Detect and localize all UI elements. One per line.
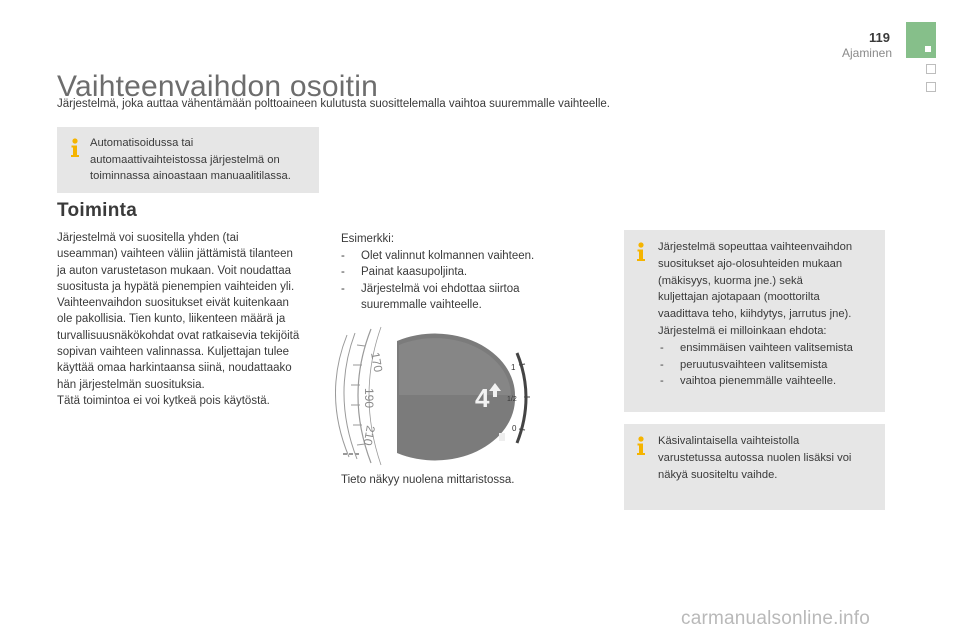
chapter-tab[interactable] <box>906 22 936 58</box>
body-line: Tätä toimintoa ei voi kytkeä pois käytöstä. <box>57 394 270 407</box>
fuel-pump-icon <box>499 433 505 441</box>
chapter-tab-dot <box>925 46 931 52</box>
fuel-label-empty: 0 <box>512 424 517 433</box>
body-line: hän järjestelmän suosituksia. <box>57 378 205 391</box>
speed-label: 190 <box>362 388 376 409</box>
example-label: Esimerkki: <box>341 233 395 245</box>
fuel-label-half: 1/2 <box>507 396 517 403</box>
example-block <box>341 231 581 314</box>
note-right-line: suositukset ajo-olosuhteiden mukaan <box>658 257 843 270</box>
body-text <box>57 230 319 409</box>
note-right-line: (mäkisyys, kuorma jne.) sekä <box>658 274 803 287</box>
intro-text: Järjestelmä, joka auttaa vähentämään polttoaineen kulutusta suosittelemalla vaihtoa suuremmalle vaihteelle. <box>57 98 610 110</box>
example-item: - Olet valinnut kolmannen vaihteen. <box>341 248 581 265</box>
note-top-line-2: automaattivaihteistossa järjestelmä on <box>90 153 280 166</box>
note-right-item: - vaihtoa pienemmälle vaihteelle. <box>658 373 879 390</box>
body-line: useamman) vaihteen väliin jättämistä tilanteen <box>57 248 293 261</box>
instrument-gauge-illustration <box>335 325 535 467</box>
body-line: sopivan vaihteen valinnassa. Kuljettajan tulee <box>57 346 290 359</box>
body-line: Vaihteenvaihdon suositukset eivät kuitenkaan <box>57 297 289 310</box>
body-line: ole pakollisia. Tien kunto, liikenteen määrä ja <box>57 313 286 326</box>
speed-label: 170 <box>368 351 386 374</box>
note-right-line: Järjestelmä ei milloinkaan ehdota: <box>658 324 827 337</box>
note-bottom-line: Käsivalintaisella vaihteistolla <box>658 435 800 447</box>
body-line: ja auton varustetason mukaan. Voit noudattaa <box>57 264 291 277</box>
example-item: - Järjestelmä voi ehdottaa siirtoa suuremmalle vaihteelle. <box>341 281 581 314</box>
watermark: carmanualsonline.info <box>681 608 871 629</box>
body-line: käyttää omaa harkintaansa siinä, noudattaako <box>57 362 292 375</box>
chapter-marker-1[interactable] <box>926 64 936 74</box>
note-top-line-3: toiminnassa ainoastaan manuaalitilassa. <box>90 170 291 182</box>
body-line: Järjestelmä voi suositella yhden (tai <box>57 232 239 244</box>
body-line: turvallisuusnäkökohdat ovat ratkaisevia tekijöitä <box>57 329 300 342</box>
gear-display: 4 <box>475 383 490 413</box>
example-list <box>341 248 581 314</box>
note-top-line-1: Automatisoidussa tai <box>90 137 194 149</box>
section-name: Ajaminen <box>841 46 892 60</box>
example-item: - Painat kaasupoljinta. <box>341 264 581 281</box>
speed-label: 210 <box>360 424 378 447</box>
note-bottom-line: varustetussa autossa nuolen lisäksi voi <box>658 451 852 464</box>
note-right-line: vaadittava teho, kiihdytys, jarrutus jne). <box>658 308 852 321</box>
note-box-bottom <box>624 424 885 510</box>
note-box-right <box>624 230 885 412</box>
note-right-item: - ensimmäisen vaihteen valitsemista <box>658 340 879 357</box>
body-line: suositusta ja hypätä pienempien vaihteiden yli. <box>57 280 295 293</box>
digit-segments <box>343 453 359 455</box>
section-heading: Toiminta <box>57 200 138 221</box>
note-right-line: kuljettajan ajotapaan (moottorilta <box>658 291 820 304</box>
note-right-list <box>658 340 879 390</box>
info-icon <box>68 138 82 158</box>
note-right-item: - peruutusvaihteen valitsemista <box>658 357 879 374</box>
note-right-line: Järjestelmä sopeuttaa vaihteenvaihdon <box>658 241 853 253</box>
info-icon <box>634 436 648 456</box>
page-title: Vaihteenvaihdon osoitin <box>57 70 378 103</box>
gauge-caption: Tieto näkyy nuolena mittaristossa. <box>341 474 515 486</box>
chapter-marker-2[interactable] <box>926 82 936 92</box>
info-icon <box>634 242 648 262</box>
note-bottom-line: näkyä suositeltu vaihde. <box>658 468 778 481</box>
note-box-top <box>57 127 319 193</box>
fuel-label-full: 1 <box>511 363 516 372</box>
page-number: 119 <box>869 30 890 45</box>
